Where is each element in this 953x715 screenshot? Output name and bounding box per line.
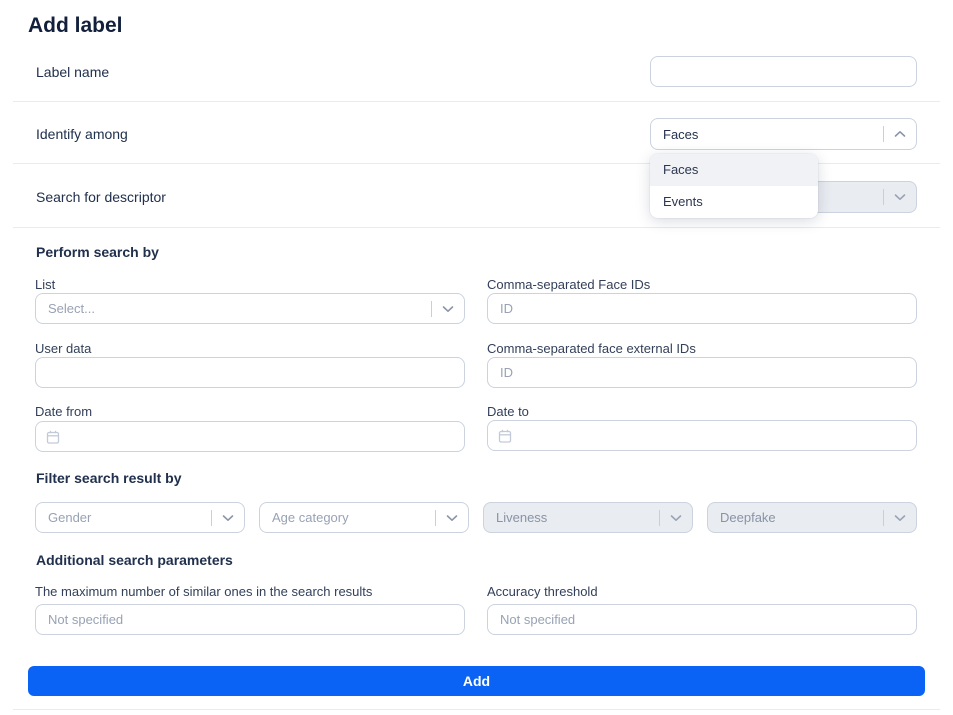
list-label: List — [35, 277, 56, 292]
perform-search-heading: Perform search by — [36, 244, 159, 260]
chevron-up-icon — [884, 130, 916, 138]
max-similar-input[interactable] — [35, 604, 465, 635]
additional-heading: Additional search parameters — [36, 552, 233, 568]
list-select-placeholder: Select... — [48, 301, 95, 316]
chevron-down-icon — [432, 305, 464, 313]
accuracy-threshold-label: Accuracy threshold — [487, 584, 598, 599]
calendar-icon — [45, 429, 61, 445]
gender-select[interactable] — [35, 502, 245, 533]
gender-select-value: Gender — [48, 510, 92, 525]
identify-among-value: Faces — [663, 126, 699, 142]
dropdown-option-faces[interactable]: Faces — [650, 154, 818, 186]
identify-among-select[interactable] — [650, 118, 917, 150]
list-select[interactable] — [35, 293, 465, 324]
chevron-down-icon — [212, 514, 244, 522]
page-title: Add label — [28, 14, 123, 37]
chevron-down-icon — [884, 514, 916, 522]
liveness-select — [483, 502, 693, 533]
user-data-input[interactable] — [35, 357, 465, 388]
date-from-input[interactable] — [35, 421, 465, 452]
divider — [13, 101, 940, 102]
face-ids-label: Comma-separated Face IDs — [487, 277, 651, 292]
add-button[interactable]: Add — [28, 666, 925, 696]
accuracy-threshold-input[interactable] — [487, 604, 917, 635]
identify-among-label: Identify among — [36, 126, 128, 142]
divider — [13, 709, 940, 710]
label-name-label: Label name — [36, 64, 110, 80]
external-ids-input[interactable] — [487, 357, 917, 388]
face-ids-input[interactable] — [487, 293, 917, 324]
identify-among-dropdown-menu — [650, 154, 818, 218]
date-to-input[interactable] — [487, 420, 917, 451]
date-from-label: Date from — [35, 404, 93, 419]
chevron-down-icon — [436, 514, 468, 522]
liveness-select-value: Liveness — [496, 510, 548, 525]
divider — [13, 227, 940, 228]
max-similar-label: The maximum number of similar ones in the search results — [35, 584, 373, 599]
deepfake-select-value: Deepfake — [720, 510, 776, 525]
label-name-input[interactable] — [650, 56, 917, 87]
age-category-select-value: Age category — [272, 510, 349, 525]
search-descriptor-label: Search for descriptor — [36, 189, 166, 205]
deepfake-select — [707, 502, 917, 533]
external-ids-label: Comma-separated face external IDs — [487, 341, 696, 356]
chevron-down-icon — [884, 193, 916, 201]
age-category-select[interactable] — [259, 502, 469, 533]
user-data-label: User data — [35, 341, 92, 356]
dropdown-option-events[interactable]: Events — [663, 194, 703, 209]
chevron-down-icon — [660, 514, 692, 522]
date-to-label: Date to — [487, 404, 529, 419]
calendar-icon — [497, 428, 513, 444]
filter-heading: Filter search result by — [36, 470, 182, 486]
